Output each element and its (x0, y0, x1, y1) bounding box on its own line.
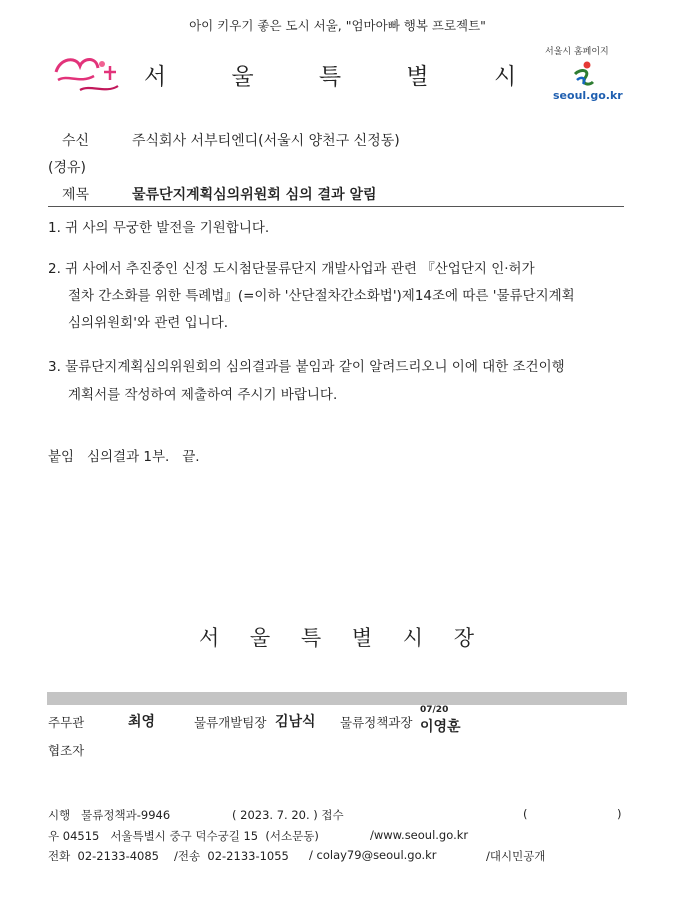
cooperator-label: 협조자 (48, 743, 85, 758)
director-name: 이영훈 (420, 719, 461, 735)
footer-address: 우 04515 서울특별시 중구 덕수궁길 15 (서소문동) (48, 829, 319, 843)
subject-divider (48, 206, 624, 207)
recipient-value: 주식회사 서부티엔디(서울시 양천구 신정동) (132, 133, 400, 149)
footer-paren-open: ( (523, 807, 528, 821)
drafter-label: 주무관 (48, 715, 85, 730)
document-title: 서 울 특 별 시 (143, 64, 546, 90)
paragraph-2-line-2: 절차 간소화를 위한 특례법』(=이하 '산단절차간소화법')제14조에 따른 '물류단지계획 (68, 288, 575, 304)
homepage-url[interactable]: seoul.go.kr (553, 89, 623, 102)
footer-website[interactable]: /www.seoul.go.kr (370, 828, 469, 842)
footer-date-received: ( 2023. 7. 20. ) 접수 (232, 808, 344, 822)
seoul-symbol-icon (571, 60, 597, 88)
paragraph-3-line-2: 계획서를 작성하여 제출하여 주시기 바랍니다. (68, 387, 338, 403)
subject-label: 제목 (62, 187, 90, 203)
team-lead-label: 물류개발팀장 (194, 715, 267, 730)
paragraph-1: 1. 귀 사의 무궁한 발전을 기원합니다. (48, 220, 270, 236)
footer-disclosure: /대시민공개 (486, 849, 546, 863)
footer-doc-number: 시행 물류정책과-9946 (48, 808, 171, 822)
paragraph-3-line-1: 3. 물류단지계획심의위원회의 심의결과를 붙임과 같이 알려드리오니 이에 대한 조건이행 (48, 359, 565, 375)
footer-email[interactable]: / colay79@seoul.go.kr (309, 848, 437, 862)
footer-fax: /전송 02-2133-1055 (174, 849, 289, 863)
paragraph-2-line-1: 2. 귀 사에서 추진중인 신정 도시첨단물류단지 개발사업과 관련 『산업단지 인·허가 (48, 261, 535, 277)
footer-phone: 전화 02-2133-4085 (48, 849, 159, 863)
approval-divider-bar (47, 692, 627, 705)
recipient-label: 수신 (62, 133, 90, 149)
footer-paren-close: ) (617, 807, 622, 821)
paragraph-2-line-3: 심의위원회'와 관련 입니다. (68, 315, 229, 331)
via-label: (경유) (48, 160, 86, 176)
drafter-name: 최영 (128, 714, 156, 730)
slogan: 아이 키우기 좋은 도시 서울, "엄마아빠 행복 프로젝트" (189, 18, 486, 33)
team-lead-name: 김남식 (275, 714, 316, 730)
attachment-note: 붙임 심의결과 1부. 끝. (48, 449, 200, 465)
homepage-caption: 서울시 홈페이지 (545, 47, 609, 57)
subject-value: 물류단지계획심의위원회 심의 결과 알림 (132, 187, 377, 203)
issuer-signature: 서 울 특 별 시 장 (198, 626, 487, 650)
director-label: 물류정책과장 (340, 715, 413, 730)
seoul-homepage-logo (545, 44, 625, 104)
director-date: 07/20 (420, 705, 449, 715)
